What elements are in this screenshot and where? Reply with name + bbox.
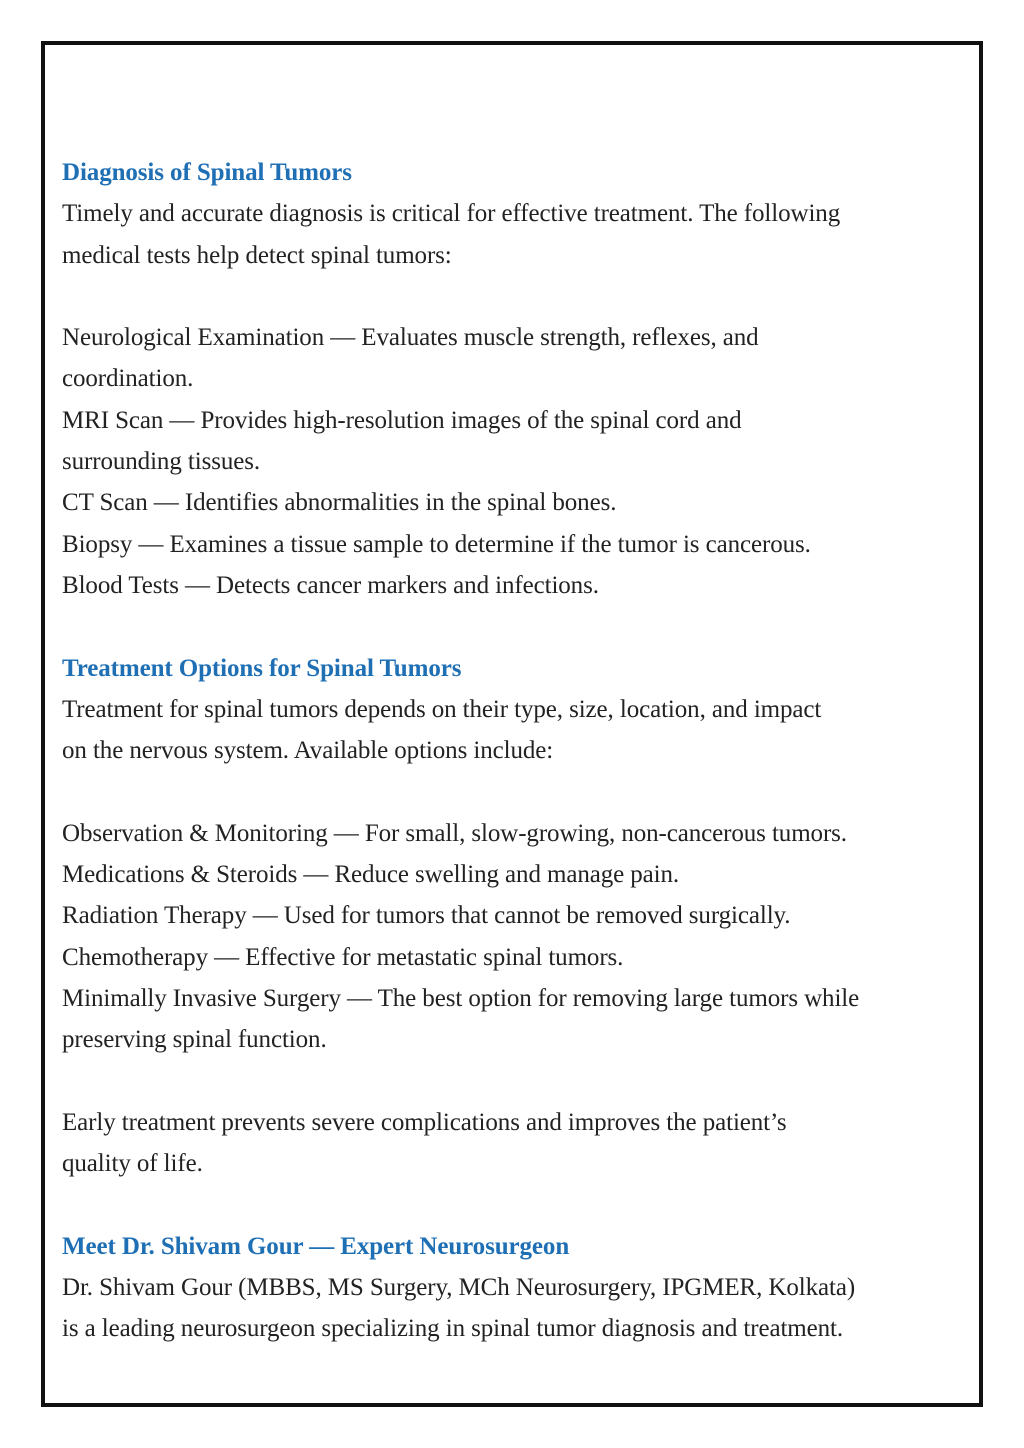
paragraph-gap <box>62 1184 962 1225</box>
paragraph-gap <box>62 1061 962 1102</box>
diagnosis-test-item: CT Scan — Identifies abnormalities in the spinal bones. <box>62 489 617 517</box>
diagnosis-test-item: Neurological Examination — Evaluates muscle strength, reflexes, and <box>62 324 759 352</box>
treatment-option-item: Radiation Therapy — Used for tumors that cannot be removed surgically. <box>62 902 791 930</box>
treatment-section <box>62 648 962 1185</box>
diagnosis-test-item: surrounding tissues. <box>62 448 261 476</box>
treatment-intro-line: on the nervous system. Available options include: <box>62 737 554 765</box>
treatment-closing-line: Early treatment prevents severe complications and improves the patient’s <box>62 1108 787 1136</box>
diagnosis-test-item: MRI Scan — Provides high-resolution images of the spinal cord and <box>62 406 742 434</box>
paragraph-gap <box>62 606 962 647</box>
treatment-option-item: Observation & Monitoring — For small, slow-growing, non-cancerous tumors. <box>62 819 847 847</box>
diagnosis-heading: Diagnosis of Spinal Tumors <box>62 159 352 186</box>
doctor-heading: Meet Dr. Shivam Gour — Expert Neurosurgeon <box>62 1232 570 1260</box>
doctor-bio-line: is a leading neurosurgeon specializing in spinal tumor diagnosis and treatment. <box>62 1315 844 1343</box>
treatment-option-item: Chemotherapy — Effective for metastatic spinal tumors. <box>62 943 624 971</box>
treatment-heading: Treatment Options for Spinal Tumors <box>62 654 462 682</box>
treatment-intro-line: Treatment for spinal tumors depends on their type, size, location, and impact <box>62 695 822 723</box>
paragraph-gap <box>62 276 962 317</box>
doctor-section <box>62 1226 962 1350</box>
diagnosis-test-item: Biopsy — Examines a tissue sample to determine if the tumor is cancerous. <box>62 530 811 558</box>
article-content <box>62 152 962 1350</box>
doctor-bio-line: Dr. Shivam Gour (MBBS, MS Surgery, MCh Neurosurgery, IPGMER, Kolkata) <box>62 1274 856 1302</box>
diagnosis-intro-line: medical tests help detect spinal tumors: <box>62 241 452 269</box>
diagnosis-intro-line: Timely and accurate diagnosis is critical for effective treatment. The following <box>62 200 841 228</box>
treatment-closing-line: quality of life. <box>62 1150 203 1178</box>
diagnosis-test-item: coordination. <box>62 365 194 393</box>
treatment-option-item: preserving spinal function. <box>62 1026 327 1054</box>
treatment-option-item: Medications & Steroids — Reduce swelling and manage pain. <box>62 861 680 889</box>
diagnosis-test-item: Blood Tests — Detects cancer markers and infections. <box>62 571 599 599</box>
diagnosis-section <box>62 152 962 606</box>
paragraph-gap <box>62 771 962 812</box>
treatment-option-item: Minimally Invasive Surgery — The best option for removing large tumors while <box>62 984 860 1012</box>
